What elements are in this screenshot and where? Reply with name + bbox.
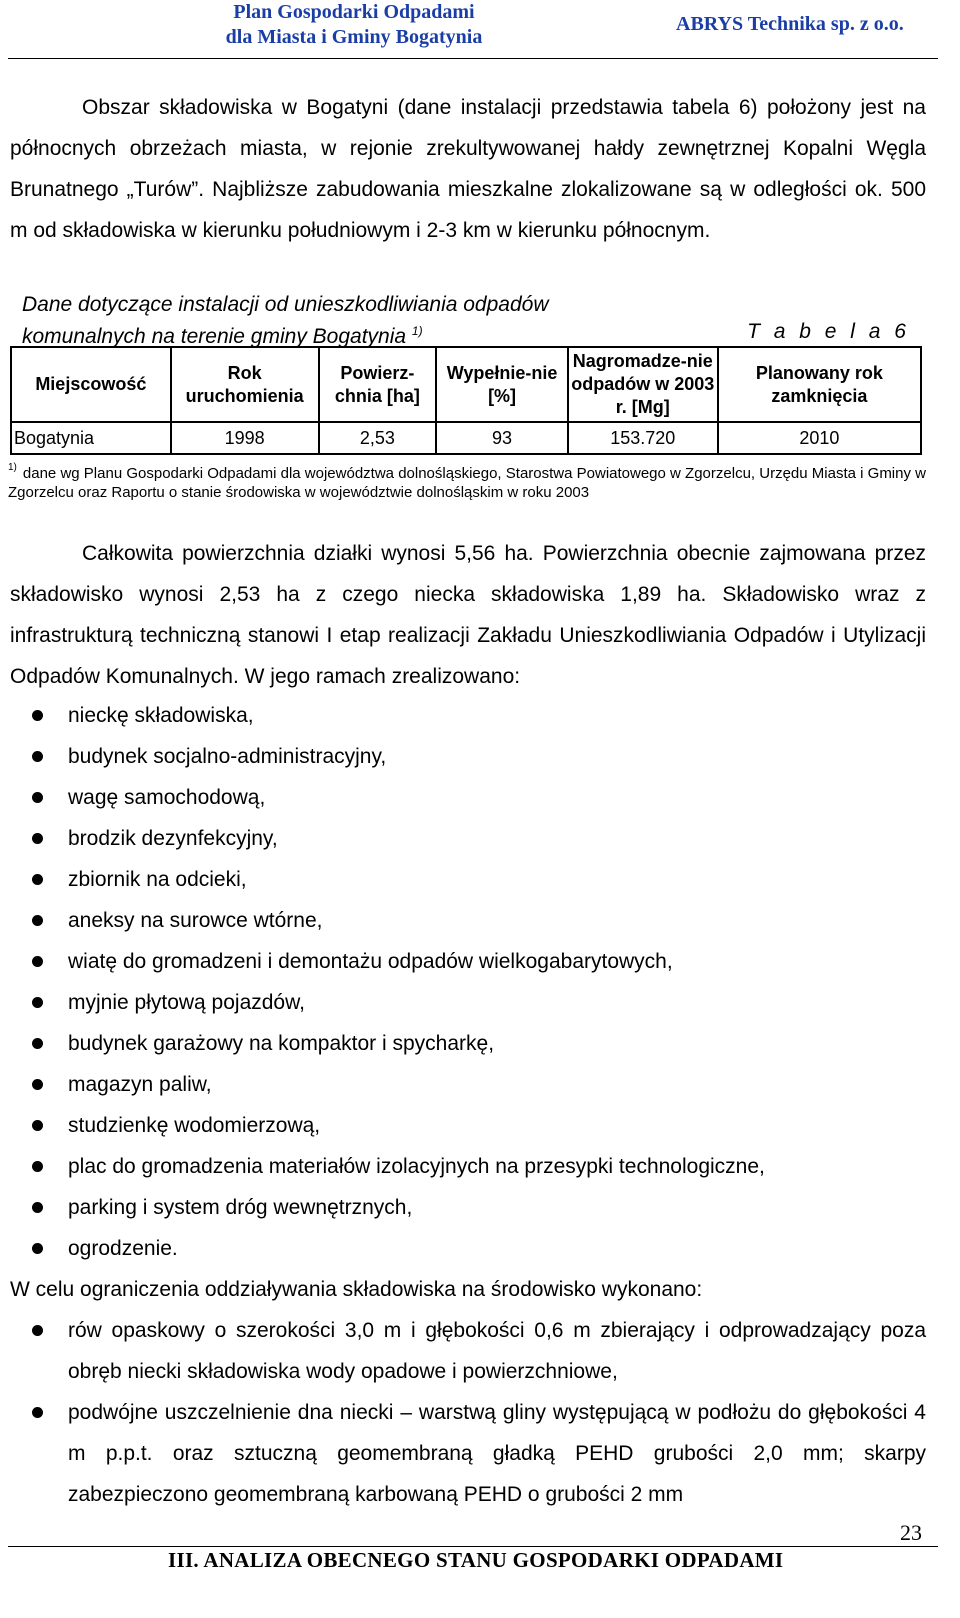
bullet-icon xyxy=(32,1079,43,1090)
table-caption-footnote-ref: 1) xyxy=(411,324,423,338)
header-title xyxy=(204,0,504,50)
bullet-icon xyxy=(32,1325,43,1336)
intro-paragraph xyxy=(10,87,926,251)
list-item: budynek socjalno-administracyjny, xyxy=(10,736,926,777)
list-item: magazyn paliw, xyxy=(10,1064,926,1105)
measures-list xyxy=(10,1310,926,1515)
table-header-cell: Rok uruchomienia xyxy=(171,347,319,422)
header-company: ABRYS Technika sp. z o.o. xyxy=(676,13,904,35)
paragraph-3: W celu ograniczenia oddziaływania składowiska na środowisko wykonano: xyxy=(10,1278,703,1301)
bullet-icon xyxy=(32,1120,43,1131)
table-label: T a b e l a 6 xyxy=(747,320,910,343)
footnote-text: dane wg Planu Gospodarki Odpadami dla województwa dolnośląskiego, Starostwa Powiatowego w Zgorzelcu, Urzędu Miasta i Gminy w Zgorzelcu oraz Raportu o stanie środowiska w województwie dolnośląskim w roku 2003 xyxy=(8,465,926,501)
bullet-icon xyxy=(32,1243,43,1254)
list-item: wiatę do gromadzeni i demontażu odpadów wielkogabarytowych, xyxy=(10,941,926,982)
footer-section-title: III. ANALIZA OBECNEGO STANU GOSPODARKI ODPADAMI xyxy=(168,1548,784,1572)
list-item: ogrodzenie. xyxy=(10,1228,926,1269)
facilities-list xyxy=(10,695,926,1269)
bullet-icon xyxy=(32,751,43,762)
bullet-icon xyxy=(32,956,43,967)
header-title-line2: dla Miasta i Gminy Bogatynia xyxy=(225,26,483,48)
list-item: budynek garażowy na kompaktor i spycharkę, xyxy=(10,1023,926,1064)
table-caption xyxy=(22,291,926,350)
bullet-icon xyxy=(32,1407,43,1418)
bullet-icon xyxy=(32,1161,43,1172)
bullet-icon xyxy=(32,874,43,885)
header-title-line1: Plan Gospodarki Odpadami xyxy=(233,1,475,23)
page-number: 23 xyxy=(900,1520,922,1545)
table-caption-line2: komunalnych na terenie gminy Bogatynia xyxy=(22,325,407,348)
list-item: wagę samochodową, xyxy=(10,777,926,818)
list-item: plac do gromadzenia materiałów izolacyjnych na przesypki technologiczne, xyxy=(10,1146,926,1187)
table-cell: 2,53 xyxy=(319,422,437,454)
list-item: studzienkę wodomierzową, xyxy=(10,1105,926,1146)
list-item: brodzik dezynfekcyjny, xyxy=(10,818,926,859)
table-cell: 2010 xyxy=(718,422,921,454)
footer-divider xyxy=(8,1546,938,1547)
header-divider xyxy=(8,58,938,59)
table-cell: 153.720 xyxy=(568,422,718,454)
table-cell: 93 xyxy=(436,422,568,454)
table-header-row xyxy=(11,347,921,422)
installation-table xyxy=(10,346,922,455)
table-header-cell: Wypełnie-nie [%] xyxy=(436,347,568,422)
list-item: rów opaskowy o szerokości 3,0 m i głębokości 0,6 m zbierający i odprowadzający poza obręb niecki składowiska wody opadowe i powierzchniowe, xyxy=(10,1310,926,1392)
list-item: myjnie płytową pojazdów, xyxy=(10,982,926,1023)
bullet-icon xyxy=(32,997,43,1008)
bullet-icon xyxy=(32,833,43,844)
table-cell: 1998 xyxy=(171,422,319,454)
list-item: nieckę składowiska, xyxy=(10,695,926,736)
paragraph-2-text: Całkowita powierzchnia działki wynosi 5,56 ha. Powierzchnia obecnie zajmowana przez składowisko wynosi 2,53 ha z czego niecka składowiska 1,89 ha. Składowisko wraz z infrastrukturą techniczną stanowi I etap realizacji Zakładu Unieszkodliwiania Odpadów i Utylizacji Odpadów Komunalnych. W jego ramach zrealizowano: xyxy=(10,542,926,688)
table-header-cell: Miejscowość xyxy=(11,347,171,422)
table-footnote xyxy=(8,460,926,502)
bullet-icon xyxy=(32,792,43,803)
paragraph-2 xyxy=(10,533,926,697)
intro-paragraph-text: Obszar składowiska w Bogatyni (dane instalacji przedstawia tabela 6) położony jest na północnych obrzeżach miasta, w rejonie zrekultywowanej hałdy zewnętrznej Kopalni Węgla Brunatnego „Turów”. Najbliższe zabudowania mieszkalne zlokalizowane są w odległości ok. 500 m od składowiska w kierunku południowym i 2-3 km w kierunku północnym. xyxy=(10,96,926,242)
bullet-icon xyxy=(32,1202,43,1213)
footnote-marker: 1) xyxy=(8,462,17,473)
list-item: podwójne uszczelnienie dna niecki – warstwą gliny występującą w podłożu do głębokości 4 m p.p.t. oraz sztuczną geomembraną gładką PEHD grubości 2,0 mm; skarpy zabezpieczono geomembraną karbowaną PEHD o grubości 2 mm xyxy=(10,1392,926,1515)
list-item: zbiornik na odcieki, xyxy=(10,859,926,900)
table-header-cell: Nagromadze-nie odpadów w 2003 r. [Mg] xyxy=(568,347,718,422)
table-row xyxy=(11,422,921,454)
bullet-icon xyxy=(32,1038,43,1049)
table-cell: Bogatynia xyxy=(11,422,171,454)
table-header-cell: Planowany rok zamknięcia xyxy=(718,347,921,422)
list-item: aneksy na surowce wtórne, xyxy=(10,900,926,941)
bullet-icon xyxy=(32,710,43,721)
list-item: parking i system dróg wewnętrznych, xyxy=(10,1187,926,1228)
table-header-cell: Powierz-chnia [ha] xyxy=(319,347,437,422)
table-caption-line1: Dane dotyczące instalacji od unieszkodliwiania odpadów xyxy=(22,293,549,316)
bullet-icon xyxy=(32,915,43,926)
